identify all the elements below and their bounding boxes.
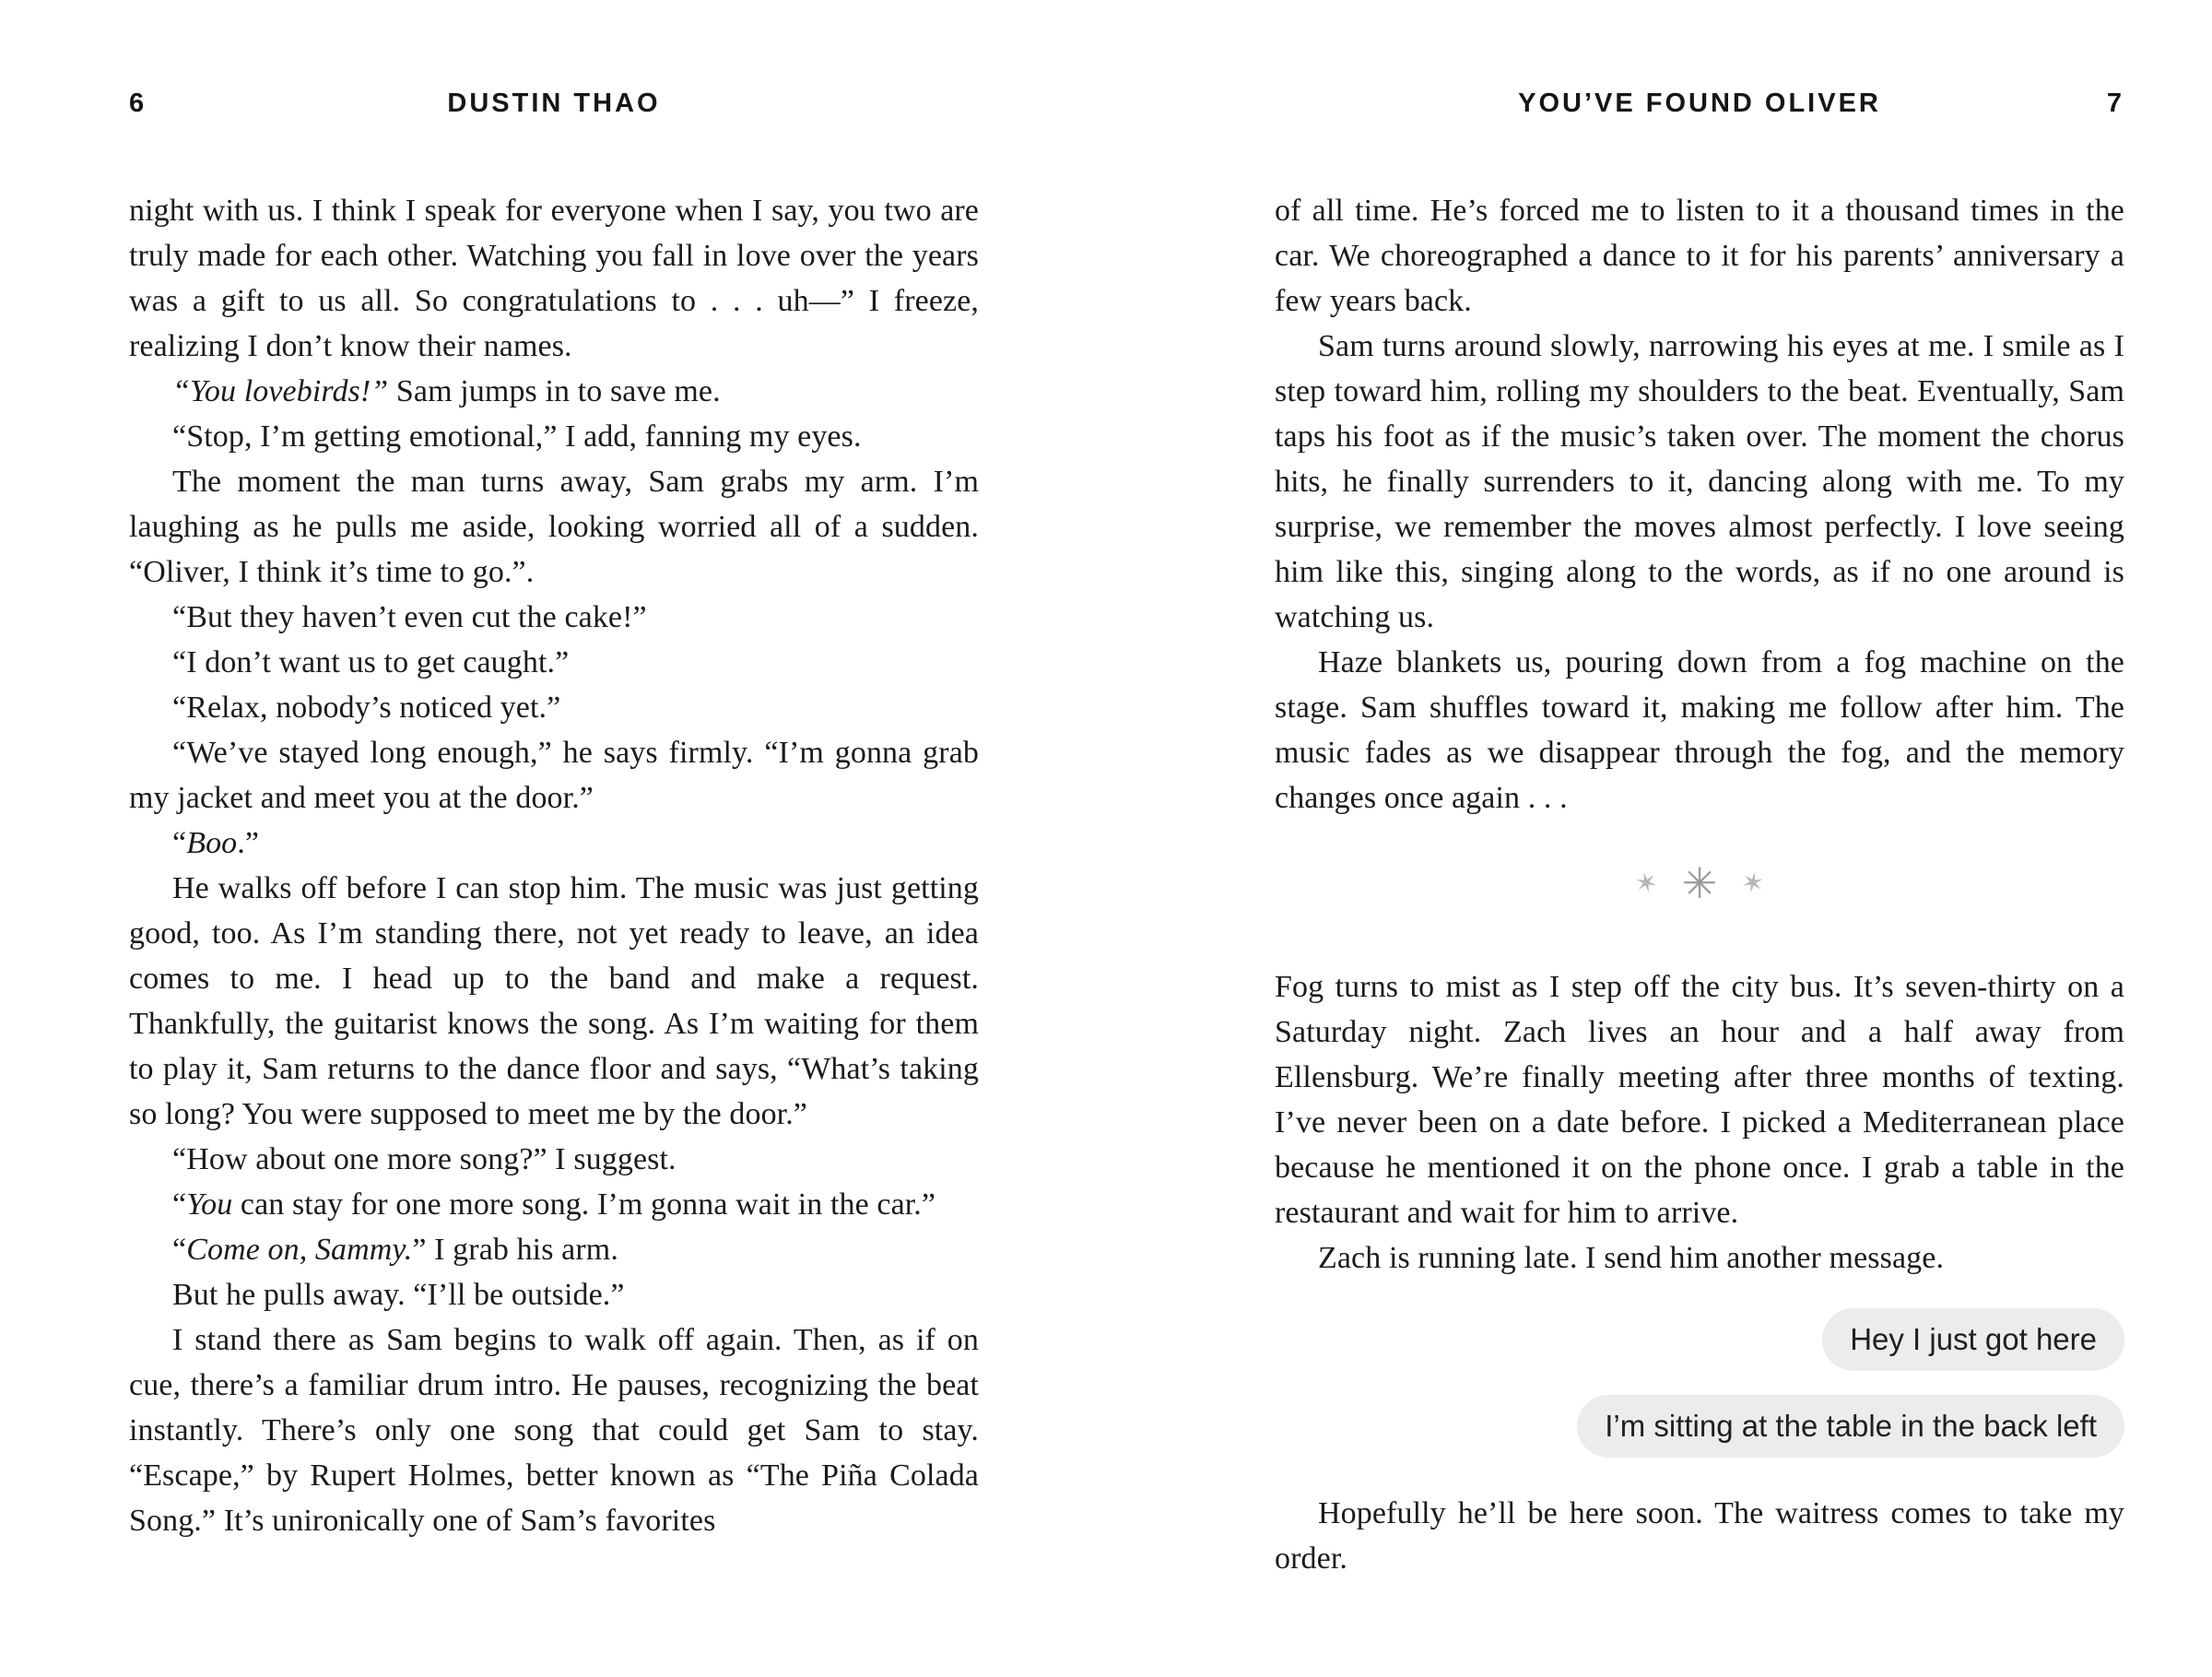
paragraph <box>1275 1235 2124 1281</box>
paragraph <box>129 730 979 821</box>
text-run: “ <box>172 826 187 860</box>
paragraph <box>129 1227 979 1272</box>
text-run: “ <box>172 1233 187 1267</box>
italic-text-run: Come on, Sammy. <box>186 1233 413 1267</box>
page-right <box>1275 0 2124 1581</box>
running-header-author: DUSTIN THAO <box>447 89 661 118</box>
page-number-left: 6 <box>129 89 147 118</box>
text-run: “I don’t want us to get caught.” <box>172 645 570 679</box>
italic-text-run: “You lovebirds!” <box>172 374 389 408</box>
text-run: Zach is running late. I send him another message. <box>1318 1241 1945 1275</box>
text-run: “Stop, I’m getting emotional,” I add, fanning my eyes. <box>172 419 862 454</box>
paragraph <box>1275 964 2124 1235</box>
paragraph <box>129 866 979 1137</box>
paragraph <box>1275 1491 2124 1581</box>
page-header-right <box>1275 89 2124 125</box>
paragraph <box>129 821 979 866</box>
text-message-group <box>1275 1308 2124 1458</box>
text-run: “We’ve stayed long enough,” he says firmly. “I’m gonna grab my jacket and meet you at the door.” <box>129 736 979 815</box>
paragraph <box>129 1272 979 1317</box>
text-run: can stay for one more song. I’m gonna wait in the car.” <box>232 1187 936 1222</box>
paragraph <box>1275 188 2124 324</box>
paragraph <box>129 640 979 685</box>
scene-break-star-icon: ✶ <box>1630 864 1662 903</box>
scene-break <box>1275 859 2124 907</box>
paragraph <box>1275 324 2124 640</box>
text-run: night with us. I think I speak for everyone when I say, you two are truly made for each other. Watching you fall in love over the years was a gift to us all. So congratulations to . . . uh—” I freeze, realizing I don’t know their names. <box>129 194 979 363</box>
text-run: “How about one more song?” I suggest. <box>172 1142 677 1176</box>
text-run: of all time. He’s forced me to listen to it a thousand times in the car. We choreographed a dance to it for his parents’ anniversary a few years back. <box>1275 194 2124 318</box>
text-run: But he pulls away. “I’ll be outside.” <box>172 1278 625 1312</box>
paragraph <box>129 369 979 414</box>
text-run: “ <box>172 1187 187 1222</box>
paragraph <box>129 459 979 595</box>
text-message-bubble: I’m sitting at the table in the back left <box>1577 1395 2124 1458</box>
page-number-right: 7 <box>2106 89 2124 118</box>
paragraph <box>1275 640 2124 821</box>
paragraph <box>129 595 979 640</box>
paragraph <box>129 685 979 730</box>
paragraph <box>129 1182 979 1227</box>
text-run: ” I grab his arm. <box>412 1233 618 1267</box>
text-run: Fog turns to mist as I step off the city bus. It’s seven-thirty on a Saturday night. Zach lives an hour and a half away from Ellensburg. We’re finally meeting after three months of texting. I’ve never been on a date before. I picked a Mediterranean place because he mentioned it on the phone once. I grab a table in the restaurant and wait for him to arrive. <box>1275 970 2124 1230</box>
italic-text-run: Boo <box>186 826 238 860</box>
text-run: .” <box>237 826 260 860</box>
page-header-left <box>129 89 979 125</box>
page-body-left <box>129 188 979 1543</box>
text-message-bubble: Hey I just got here <box>1822 1308 2124 1371</box>
text-run: “Relax, nobody’s noticed yet.” <box>172 691 561 725</box>
paragraph <box>129 414 979 459</box>
paragraph <box>129 1137 979 1182</box>
running-header-title: YOU’VE FOUND OLIVER <box>1518 89 1881 118</box>
page-body-right <box>1275 188 2124 1581</box>
text-run: Sam jumps in to save me. <box>388 374 721 408</box>
text-run: Sam turns around slowly, narrowing his eyes at me. I smile as I step toward him, rolling my shoulders to the beat. Eventually, Sam taps his foot as if the music’s taken over. The moment the chorus hits, he finally surrenders to it, dancing along with me. To my surprise, we remember the moves almost perfectly. I love seeing him like this, singing along to the words, as if no one around is watching us. <box>1275 329 2124 634</box>
text-run: Haze blankets us, pouring down from a fog machine on the stage. Sam shuffles toward it, making me follow after him. The music fades as we disappear through the fog, and the memory changes once again . . . <box>1275 645 2124 815</box>
paragraph <box>129 1317 979 1543</box>
scene-break-star-icon: ✶ <box>1737 865 1768 902</box>
text-run: The moment the man turns away, Sam grabs my arm. I’m laughing as he pulls me aside, looking worried all of a sudden. “Oliver, I think it’s time to go.”. <box>129 465 979 589</box>
text-run: He walks off before I can stop him. The music was just getting good, too. As I’m standing there, not yet ready to leave, an idea comes to me. I head up to the band and make a request. Thankfully, the guitarist knows the song. As I’m waiting for them to play it, Sam returns to the dance floor and says, “What’s taking so long? You were supposed to meet me by the door.” <box>129 871 979 1131</box>
text-run: “But they haven’t even cut the cake!” <box>172 600 647 634</box>
page-left <box>129 0 979 1543</box>
text-run: Hopefully he’ll be here soon. The waitress comes to take my order. <box>1275 1496 2124 1576</box>
scene-break-star-icon: ✳ <box>1681 858 1718 908</box>
italic-text-run: You <box>186 1187 233 1222</box>
paragraph <box>129 188 979 369</box>
text-run: I stand there as Sam begins to walk off again. Then, as if on cue, there’s a familiar drum intro. He pauses, recognizing the beat instantly. There’s only one song that could get Sam to stay. “Escape,” by Rupert Holmes, better known as “The Piña Colada Song.” It’s unironically one of Sam’s favorites <box>129 1323 979 1538</box>
